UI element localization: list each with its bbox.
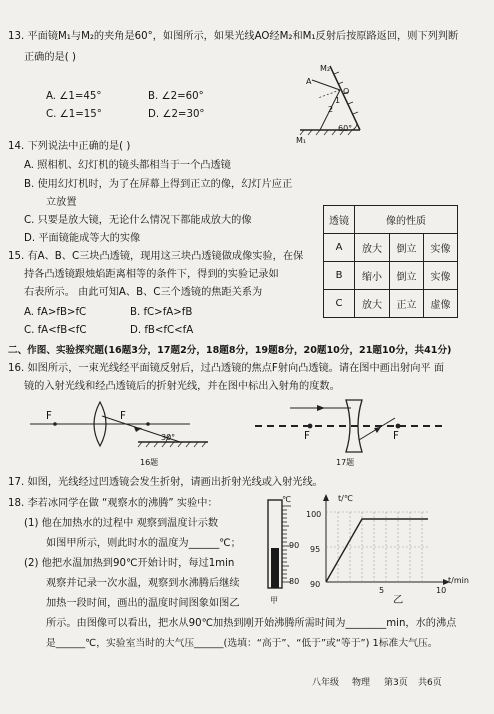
lens-table-row <box>324 234 458 262</box>
lens-table-header-property: 像的性质 <box>355 206 458 234</box>
thermometer-caption: 甲 <box>270 596 278 605</box>
q16-line2: 镜的入射光线和经凸透镜后的折射光线，并在图中标出入射角的度数。 <box>24 381 340 392</box>
q13-option-a: A. ∠1=45° <box>46 91 102 102</box>
q18-line1: 18. 李若冰同学在做 “观察水的沸腾” 实验中： <box>8 498 218 509</box>
graph-xtick-10: 10 <box>436 586 447 595</box>
q18-line3: 如图甲所示，则此时水的温度为______℃； <box>46 538 241 549</box>
q13-stem-line1: 13. 平面镜M₁与M₂的夹角是60°，如图所示，如果光线AO经M₂和M₁反射后按原路返回，则下列判断 <box>8 31 459 42</box>
footer-page: 第3页 <box>384 678 408 688</box>
q13-option-b: B. ∠2=60° <box>148 91 204 102</box>
lens-table-cell: 实像 <box>424 262 458 290</box>
thermometer-figure <box>265 494 310 600</box>
q14-stem: 14. 下列说法中正确的是( ) <box>8 141 131 152</box>
lens-table-row <box>324 262 458 290</box>
q14-option-c: C. 只要是放大镜，无论什么情况下都能成放大的像 <box>24 215 252 226</box>
q17-figure <box>255 398 450 460</box>
lens-table-cell: C <box>324 290 355 318</box>
q13-option-d: D. ∠2=30° <box>148 109 205 120</box>
footer-total: 共6页 <box>418 678 442 688</box>
lens-table-cell: A <box>324 234 355 262</box>
q17-caption: 17题 <box>336 458 355 467</box>
lens-table-cell: 虚像 <box>424 290 458 318</box>
q13-label-o: O <box>343 87 350 96</box>
lens-table-header-lens: 透镜 <box>324 206 355 234</box>
lens-table-cell: 放大 <box>355 290 390 318</box>
q13-stem-line2: 正确的是( ) <box>24 52 76 63</box>
q15-option-b: B. fC>fA>fB <box>130 307 193 318</box>
q14-option-a: A. 照相机、幻灯机的镜头都相当于一个凸透镜 <box>24 160 231 171</box>
lens-table-cell: 放大 <box>355 234 390 262</box>
lens-table-cell: 正立 <box>390 290 424 318</box>
q15-line1: 15. 有A、B、C三块凸透镜，现用这三块凸透镜做成像实验，在保 <box>8 251 304 262</box>
lens-table-row <box>324 290 458 318</box>
graph-ylabel: t/℃ <box>338 494 353 503</box>
q16-fig-angle: 30° <box>161 433 176 442</box>
section2-title: 二、作图、实验探究题(16题3分，17题2分，18题8分，19题8分，20题10分，21题10分，共41分) <box>8 345 452 356</box>
q15-option-a: A. fA>fB>fC <box>24 307 87 318</box>
thermometer-tick-80: 80 <box>289 577 300 586</box>
q18-line6: 加热一段时间，画出的温度时间图象如图乙 <box>46 598 240 609</box>
lens-table-cell: 倒立 <box>390 262 424 290</box>
q18-line4: (2) 他把水温加热到90℃开始计时，每过1min <box>24 558 235 569</box>
footer-grade: 八年级 <box>312 678 340 688</box>
q18-line2: (1) 他在加热水的过程中 观察到温度计示数 <box>24 518 219 529</box>
graph-caption: 乙 <box>393 595 404 606</box>
q17-stem: 17. 如图，光线经过凹透镜会发生折射，请画出折射光线或入射光线。 <box>8 477 323 488</box>
lens-table-cell: B <box>324 262 355 290</box>
q14-option-b-cont: 立放置 <box>46 197 77 208</box>
q13-label-1: 1 <box>335 96 341 105</box>
graph-xlabel: t/min <box>448 576 469 585</box>
graph-xtick-5: 5 <box>379 586 385 595</box>
graph-ytick-100: 100 <box>306 510 322 519</box>
q16-figure <box>30 398 215 458</box>
q15-line3: 右表所示。 由此可知A、B、C三个透镜的焦距关系为 <box>24 287 263 298</box>
q13-option-c: C. ∠1=15° <box>46 109 102 120</box>
thermometer-tick-90: 90 <box>289 541 300 550</box>
q18-line8: 是______℃，实验室当时的大气压______(选填：“高于”、“低于”或“等于”) 1标准大气压。 <box>46 638 438 649</box>
q15-option-c: C. fA<fB<fC <box>24 325 87 336</box>
q13-label-m1: M₁ <box>296 136 307 145</box>
q15-option-d: D. fB<fC<fA <box>130 325 194 336</box>
q16-line1: 16. 如图所示，一束光线经平面镜反射后，过凸透镜的焦点F射向凸透镜。请在图中画出射向平 面 <box>8 363 445 374</box>
q13-label-angle: 60° <box>338 124 353 133</box>
q18-line7: 所示。由图像可以看出，把水从90℃加热到刚开始沸腾所需时间为________min，水的沸点 <box>46 618 457 629</box>
q14-option-b: B. 使用幻灯机时，为了在屏幕上得到正立的像，幻灯片应正 <box>24 179 293 190</box>
lens-table-header <box>324 206 458 234</box>
q13-label-a: A <box>306 77 312 86</box>
lens-table <box>323 205 458 318</box>
lens-table-cell: 倒立 <box>390 234 424 262</box>
graph-ytick-90: 90 <box>310 580 321 589</box>
q16-fig-f-right: F <box>120 411 126 422</box>
lens-table-cell: 实像 <box>424 234 458 262</box>
graph-ytick-95: 95 <box>310 545 321 554</box>
q17-fig-f-left: F <box>304 431 310 442</box>
q13-label-m2: M₂ <box>320 64 331 73</box>
q17-fig-f-right: F <box>393 431 399 442</box>
q18-line5: 观察并记录一次水温，观察到水沸腾后继续 <box>46 578 240 589</box>
thermometer-unit: ℃ <box>282 495 291 504</box>
lens-table-cell: 缩小 <box>355 262 390 290</box>
q16-fig-f-left: F <box>46 411 52 422</box>
q15-line2: 持各凸透镜跟烛焰距离相等的条件下，得到的实验记录如 <box>24 269 279 280</box>
q16-caption: 16题 <box>140 458 159 467</box>
q13-label-2: 2 <box>328 105 334 114</box>
q14-option-d: D. 平面镜能成等大的实像 <box>24 233 141 244</box>
footer-subject: 物理 <box>352 678 371 688</box>
